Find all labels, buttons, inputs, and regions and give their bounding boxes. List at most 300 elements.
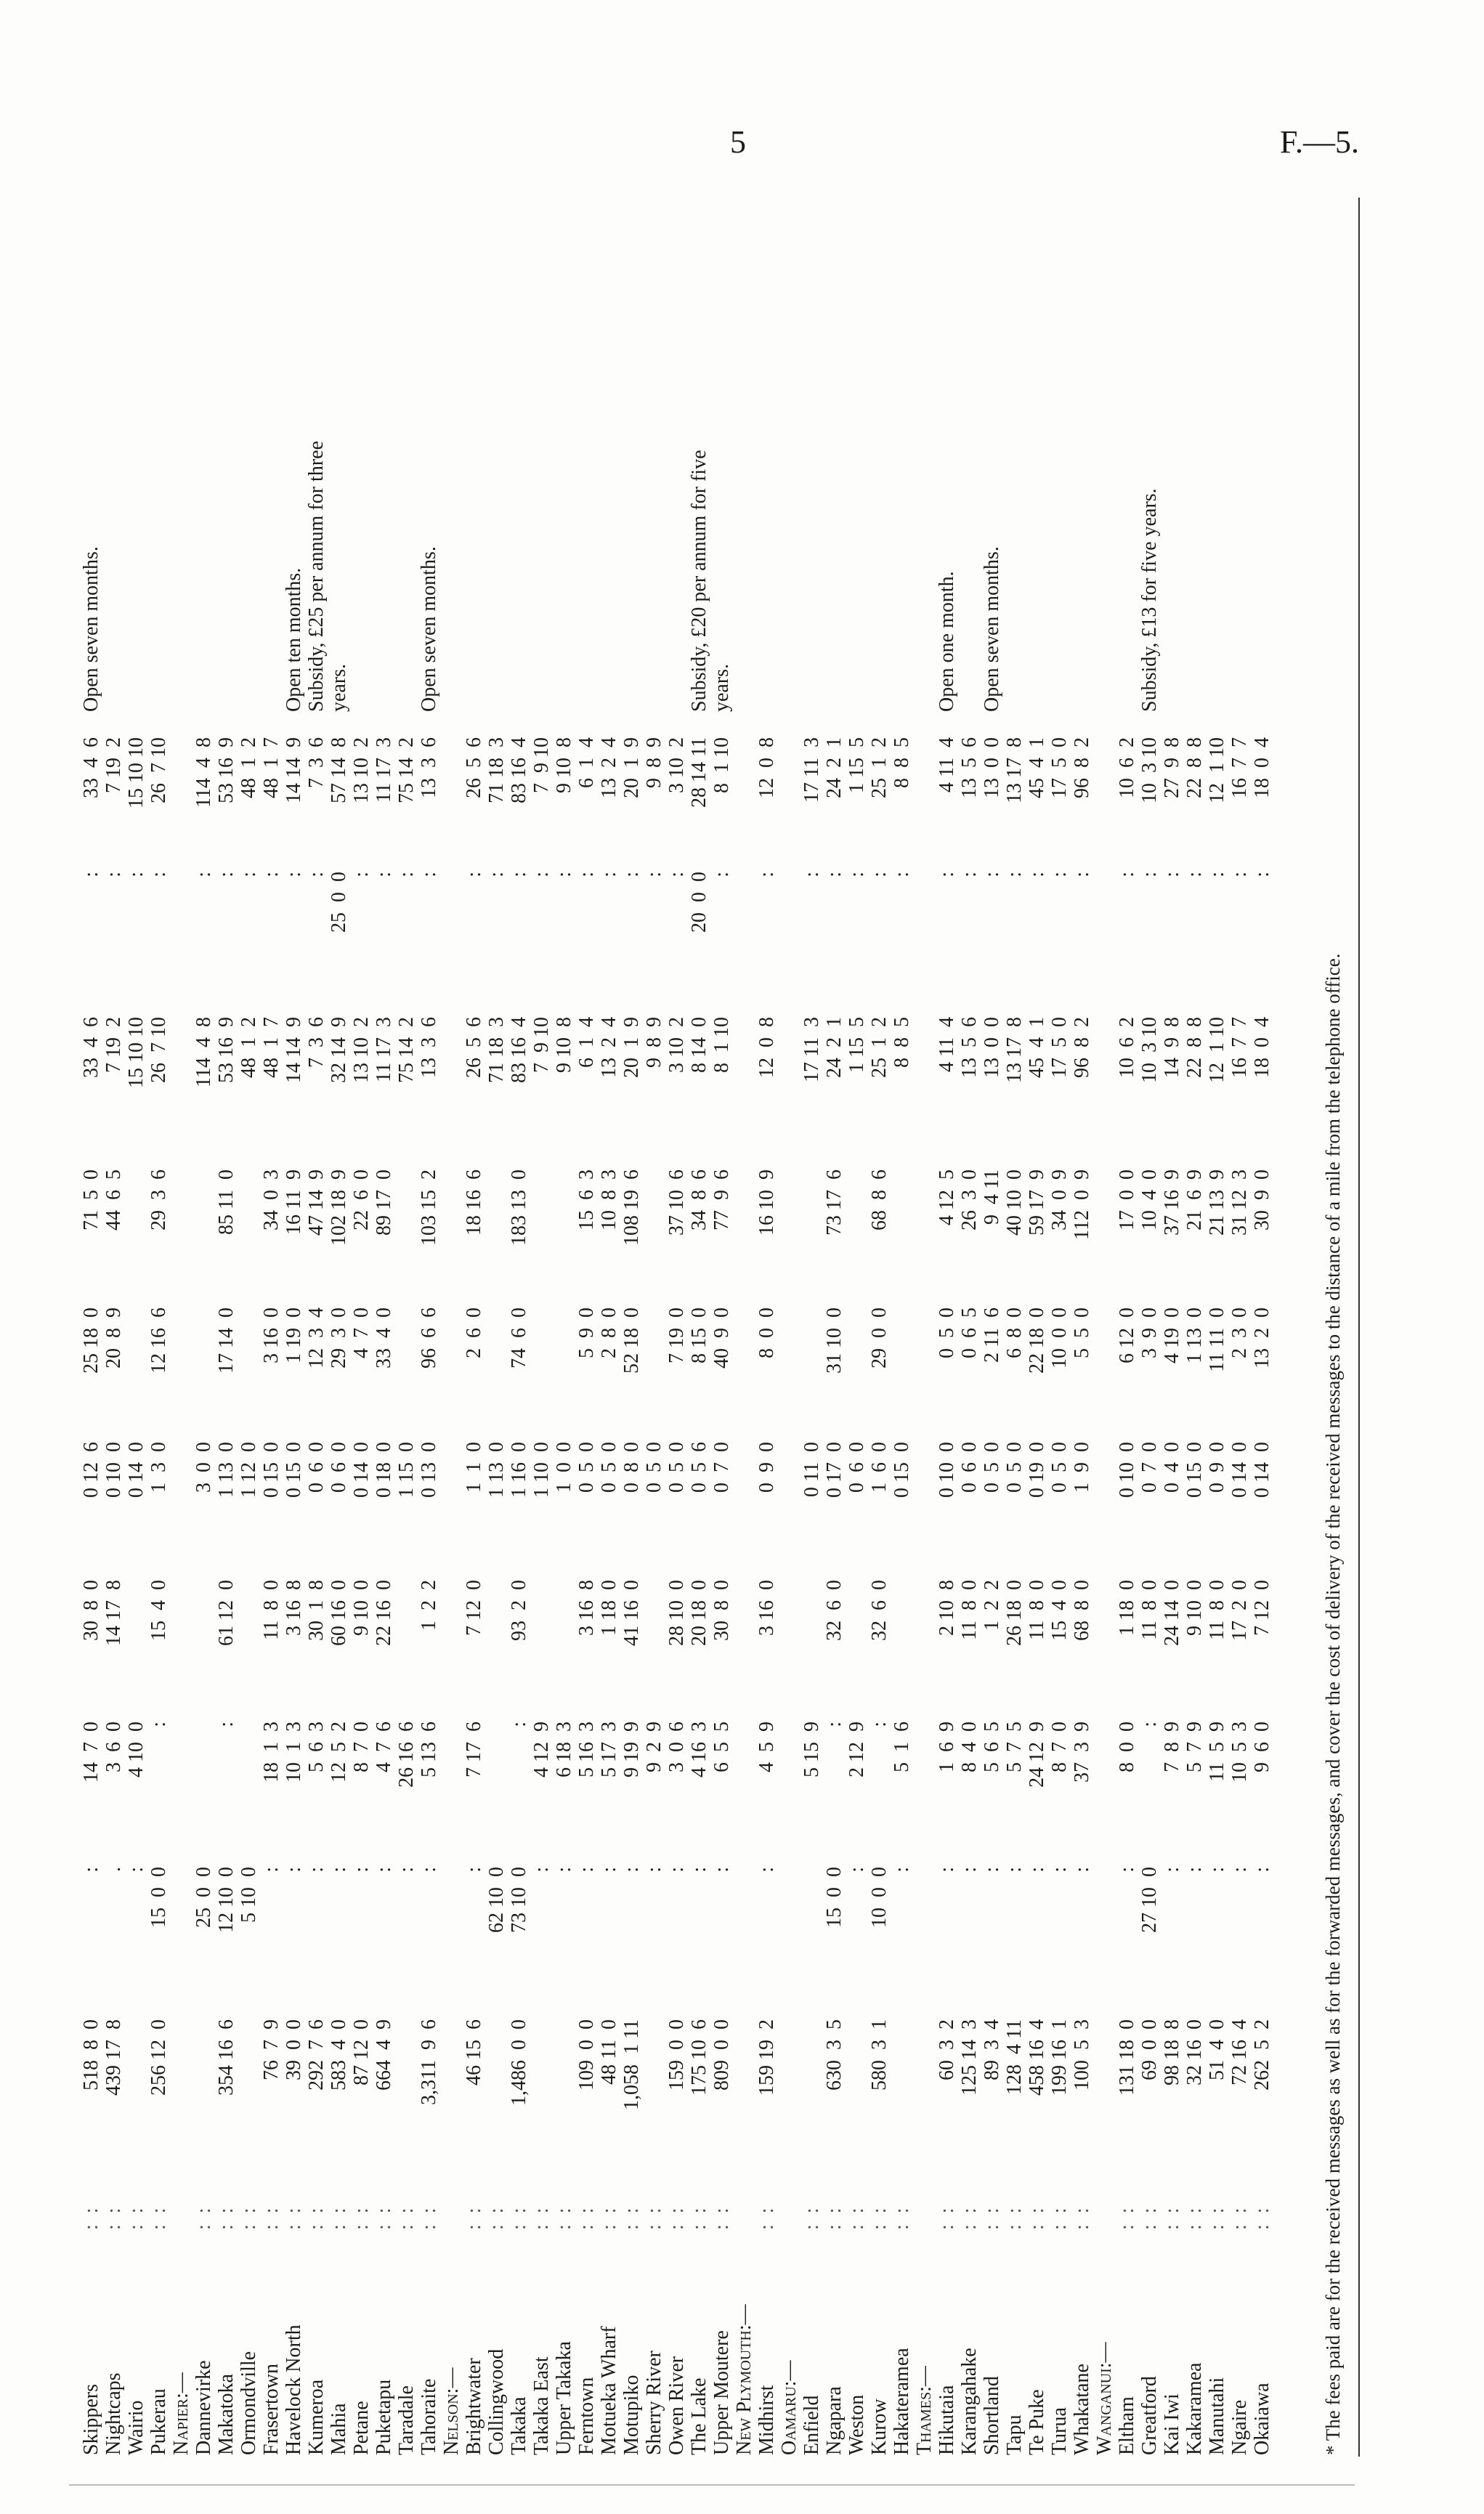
cell-sub: : [598,1867,620,1873]
cell-sub: : [260,1867,283,1873]
remark: Open ten months. [283,567,305,712]
cell-sub: : [643,1867,665,1873]
cell-c3: 8 7 0 [350,1722,373,1772]
cell-c8: 9 8 9 [643,1017,665,1068]
leader-dots: : : [981,2205,1003,2230]
cell-cost: 46 15 6 [463,2019,485,2085]
remark: Open seven months. [418,546,440,712]
cell-sub: : [1116,1867,1138,1873]
cell-c6: 6 12 0 [1116,1307,1138,1363]
station-name: Sherry River [643,2351,665,2455]
cell-c7: 112 0 9 [1071,1169,1093,1240]
cell-c4: 7 12 0 [1251,1580,1273,1636]
remark: Subsidy, £13 for five years. [1138,488,1161,712]
cell-c9: : [643,872,665,877]
cell-c10: 17 11 3 [800,737,823,803]
cell-c5: 1 13 0 [485,1442,508,1498]
cell-c8: 18 0 4 [1251,1017,1273,1078]
cell-c7: 34 0 9 [1048,1169,1071,1230]
table-row [102,203,125,2455]
cell-sub: : [755,1867,778,1873]
cell-cost: 76 7 9 [260,2019,283,2080]
station-name: Greatford [1138,2376,1161,2455]
cell-c6: 17 14 0 [215,1307,238,1374]
cell-c8: 96 8 2 [1071,1017,1093,1078]
region-heading: Napier:— [170,2372,192,2455]
cell-c7: 26 3 0 [958,1169,981,1230]
cell-c8: 9 10 8 [553,1017,575,1073]
cell-c3: 37 3 9 [1071,1722,1093,1783]
cell-c10: 4 11 4 [936,737,958,792]
leader-dots: : : [1048,2205,1071,2230]
cell-c5: 0 4 0 [1161,1442,1183,1493]
leader-dots: : : [1138,2205,1161,2230]
leader-dots: : : [508,2205,530,2230]
cell-c5: 1 3 0 [147,1442,170,1493]
table-row [958,203,981,2455]
cell-c4: 1 18 0 [1116,1580,1138,1636]
cell-c10: 22 8 8 [1183,737,1206,798]
table-row [1071,203,1093,2455]
table-row [800,203,823,2455]
cell-cost: 3,311 9 6 [418,2019,440,2105]
cell-c4: 9 10 0 [350,1580,373,1636]
cell-c6: 12 3 4 [305,1307,328,1368]
leader-dots: : : [328,2205,350,2230]
cell-c4: 20 18 0 [688,1580,710,1646]
cell-c7: 37 10 6 [665,1169,688,1236]
cell-c9: : [1206,872,1228,877]
table-row [891,203,913,2455]
cell-c3: : [215,1722,238,1727]
cell-c7: 37 16 9 [1161,1169,1183,1236]
cell-c9: : [283,872,305,877]
table-row [755,203,778,2455]
leader-dots: : : [598,2205,620,2230]
cell-c3: 9 2 9 [643,1722,665,1772]
cell-cost: 159 0 0 [665,2019,688,2091]
cell-cost: 458 16 4 [1026,2019,1048,2096]
station-name: Motupiko [620,2375,643,2455]
footnote: * The fees paid are for the received messages as well as for the forwarded messages, and cover the cost of delivery of the received messages to the distance of a mile from the telephone office. [1322,953,1344,2455]
cell-c5: 0 19 0 [1026,1442,1048,1498]
cell-sub: : [1251,1867,1273,1873]
cell-sub: . [102,1867,125,1872]
station-name: Manutahi [1206,2377,1228,2455]
cell-c8: 10 6 2 [1116,1017,1138,1078]
cell-c3: 5 6 5 [981,1722,1003,1772]
station-name: Pukerau [147,2388,170,2455]
station-name: Midhirst [755,2385,778,2455]
cell-c10: 13 5 6 [958,737,981,798]
leader-dots: : : [665,2205,688,2230]
cell-cost: 439 17 8 [102,2019,125,2096]
cell-c10: 75 14 2 [395,737,418,803]
cell-sub: : [1161,1867,1183,1873]
cell-c5: 0 5 0 [1003,1442,1026,1493]
cell-c5: 0 17 0 [823,1442,846,1498]
cell-c4: 30 8 0 [80,1580,102,1641]
cell-c9: : [800,872,823,877]
leader-dots: : : [958,2205,981,2230]
cell-c5: 0 7 0 [1138,1442,1161,1493]
leader-dots: : : [373,2205,395,2230]
cell-cost: 51 4 0 [1206,2019,1228,2080]
cell-sub: : [80,1867,102,1873]
cell-c10: 1 15 5 [846,737,868,793]
cell-c5: 0 10 0 [1116,1442,1138,1498]
cell-c10: 7 9 10 [530,737,553,793]
leader-dots: : : [238,2205,260,2230]
cell-c7: 34 8 6 [688,1169,710,1230]
cell-c8: 20 1 9 [620,1017,643,1078]
station-name: Frasertown [260,2364,283,2455]
table-row [688,203,710,2455]
cell-c10: 96 8 2 [1071,737,1093,798]
table-row [1048,203,1071,2455]
cell-c7: 44 6 5 [102,1169,125,1230]
cell-c3: 14 7 0 [80,1722,102,1783]
leader-dots: : : [102,2205,125,2230]
cell-c9: : [395,872,418,877]
cell-c5: 0 14 0 [350,1442,373,1498]
cell-c5: 0 9 0 [1206,1442,1228,1493]
cell-c5: 0 5 0 [643,1442,665,1493]
cell-sub: : [710,1867,733,1873]
leader-dots: : : [147,2205,170,2230]
station-name: Kai Iwi [1161,2393,1183,2455]
cell-c5: 0 11 0 [800,1442,823,1497]
cell-c8: 17 11 3 [800,1017,823,1082]
cell-sub: : [688,1867,710,1873]
cell-c4: 11 8 0 [1138,1580,1161,1640]
cell-c9: : [463,872,485,877]
cell-c8: 8 14 0 [688,1017,710,1073]
cell-c5: 0 15 0 [891,1442,913,1498]
cell-c9: : [553,872,575,877]
cell-c10: 8 1 10 [710,737,733,793]
cell-c5: 0 6 0 [328,1442,350,1493]
cell-c4: 9 10 0 [1183,1580,1206,1636]
cell-c6: 8 0 0 [755,1307,778,1358]
cell-c5: 0 5 0 [981,1442,1003,1493]
cell-c9: : [598,872,620,877]
cell-c3: 4 7 6 [373,1722,395,1772]
cell-c10: 11 17 3 [373,737,395,803]
cell-c8: 26 5 6 [463,1017,485,1078]
cell-c9: : [418,872,440,877]
cell-c8: 32 14 9 [328,1017,350,1083]
station-name: Hakateramea [891,2348,913,2455]
cell-cost: 630 3 5 [823,2019,846,2091]
cell-c10: 48 1 7 [260,737,283,798]
cell-c7: 15 6 3 [575,1169,598,1230]
cell-cost: 69 0 0 [1138,2019,1161,2080]
station-name: Ferntown [575,2377,598,2455]
leader-dots: : : [846,2205,868,2230]
cell-c10: 26 7 10 [147,737,170,803]
cell-c9: : [620,872,643,877]
region-heading: Nelson:— [440,2367,463,2455]
cell-c6: 10 0 0 [1048,1307,1071,1368]
cell-sub: : [373,1867,395,1873]
cell-c4: 60 16 0 [328,1580,350,1646]
leader-dots: : : [530,2205,553,2230]
cell-c8: 83 16 4 [508,1017,530,1083]
cell-c9: : [238,872,260,877]
cell-c5: 0 5 0 [575,1442,598,1493]
cell-sub: 15 0 0 [147,1867,170,1928]
cell-sub: : [395,1867,418,1873]
leader-dots: : : [1003,2205,1026,2230]
station-name: Okaiawa [1251,2383,1273,2455]
leader-dots: : : [1116,2205,1138,2230]
cell-c8: 12 0 8 [755,1017,778,1078]
cell-c7: 4 12 5 [936,1169,958,1225]
cell-c6: 2 8 0 [598,1307,620,1358]
table-row [170,203,192,2455]
cell-c6: 13 2 0 [1251,1307,1273,1368]
station-name: Karangahake [958,2348,981,2455]
station-name: Dannevirke [192,2360,215,2455]
cell-c4: 32 6 0 [868,1580,891,1641]
cell-c9: : [147,872,170,877]
leader-dots: : : [823,2205,846,2230]
leader-dots: : : [1206,2205,1228,2230]
cell-sub: : [936,1867,958,1873]
table-row [1228,203,1251,2455]
cell-sub: : [463,1867,485,1873]
station-name: Kumeroa [305,2379,328,2455]
leader-dots: : : [463,2205,485,2230]
cell-c8: 7 9 10 [530,1017,553,1073]
cell-c8: 16 7 7 [1228,1017,1251,1078]
cell-c5: 1 1 0 [463,1442,485,1493]
table-row [418,203,440,2455]
leader-dots: : : [350,2205,373,2230]
cell-sub: : [1206,1867,1228,1873]
region-heading: Oamaru:— [778,2360,800,2455]
cell-c10: 26 5 6 [463,737,485,798]
cell-c10: 6 1 4 [575,737,598,788]
table-row [1093,203,1116,2455]
cell-sub: 10 0 0 [868,1867,891,1928]
cell-sub: : [1228,1867,1251,1873]
cell-c6: 40 9 0 [710,1307,733,1368]
cell-sub: : [350,1867,373,1873]
cell-c8: 13 5 6 [958,1017,981,1078]
cell-c3: 8 7 0 [1048,1722,1071,1772]
leader-dots: : : [575,2205,598,2230]
cell-c9: : [305,872,328,877]
table-row [778,203,800,2455]
station-name: Kurow [868,2399,891,2455]
cell-c10: 7 19 2 [102,737,125,793]
table-row [981,203,1003,2455]
cell-c9: : [215,872,238,877]
cell-sub: 25 0 0 [192,1867,215,1928]
cell-c10: 3 10 2 [665,737,688,793]
station-name: Weston [846,2394,868,2455]
leader-dots: : : [688,2205,710,2230]
table-row [1251,203,1273,2455]
table-row [238,203,260,2455]
station-name: Puketapu [373,2379,395,2455]
cell-cost: 518 8 0 [80,2019,102,2091]
cell-c4: 26 18 0 [1003,1580,1026,1646]
cell-c6: 4 19 0 [1161,1307,1183,1363]
cell-c4: 17 2 0 [1228,1580,1251,1641]
region-heading: Thames:— [913,2366,936,2455]
cell-sub: : [1048,1867,1071,1873]
station-name: Eltham [1116,2396,1138,2455]
cell-c3: 5 16 3 [575,1722,598,1777]
table-row [260,203,283,2455]
cell-c6: 0 5 0 [936,1307,958,1358]
cell-c5: 0 6 0 [958,1442,981,1493]
cell-c3: 3 6 0 [102,1722,125,1772]
cell-c7: 16 10 9 [755,1169,778,1236]
cell-c3: : [508,1722,530,1727]
station-name: Takaka East [530,2356,553,2455]
table-row [823,203,846,2455]
cell-c9: : [823,872,846,877]
table-row [1183,203,1206,2455]
station-name: Ngaire [1228,2399,1251,2455]
cell-c9: 20 0 0 [688,872,710,933]
cell-c3: 8 4 0 [958,1722,981,1772]
cell-c10: 16 7 7 [1228,737,1251,798]
table-row [485,203,508,2455]
table-row [463,203,485,2455]
cell-c3: 8 0 0 [1116,1722,1138,1772]
table-row [328,203,350,2455]
cell-cost: 262 5 2 [1251,2019,1273,2091]
cell-c8: 14 14 9 [283,1017,305,1083]
cell-sub: : [958,1867,981,1873]
cell-c7: 102 18 9 [328,1169,350,1246]
cell-c6: 4 7 0 [350,1307,373,1358]
cell-c5: 0 10 0 [102,1442,125,1498]
cell-c3: 4 16 3 [688,1722,710,1777]
leader-dots: : : [891,2205,913,2230]
cell-c9: : [981,872,1003,877]
region-heading: New Plymouth:— [733,2304,755,2455]
station-name: Enfield [800,2395,823,2455]
cell-c6: 1 19 0 [283,1307,305,1363]
rotated-table [80,203,1366,2455]
cell-c7: 183 13 0 [508,1169,530,1246]
cell-cost: 175 10 6 [688,2019,710,2096]
cell-c5: 0 8 0 [620,1442,643,1493]
cell-c5: 0 6 0 [305,1442,328,1493]
cell-c5: 1 16 0 [508,1442,530,1498]
cell-c3: 5 15 9 [800,1722,823,1777]
cell-c5: 0 5 0 [1048,1442,1071,1493]
leader-dots: : : [485,2205,508,2230]
table-row [575,203,598,2455]
cell-c7: 21 6 9 [1183,1169,1206,1230]
cell-c10: 10 6 2 [1116,737,1138,798]
cell-c9: : [1138,872,1161,877]
table-row [665,203,688,2455]
cell-c9: : [1251,872,1273,877]
cell-c8: 13 0 0 [981,1017,1003,1078]
cell-c3: 5 1 6 [891,1722,913,1772]
cell-c8: 15 10 10 [125,1017,147,1088]
leader-dots: : : [125,2205,147,2230]
cell-c7: 71 5 0 [80,1169,102,1230]
cell-c4: 3 16 8 [283,1580,305,1636]
cell-c6: 22 18 0 [1026,1307,1048,1374]
cell-c9: : [102,872,125,877]
page-number: 5 [730,124,746,160]
cell-c3: : [1138,1722,1161,1727]
cell-c8: 8 8 5 [891,1017,913,1068]
cell-c8: 6 1 4 [575,1017,598,1068]
cell-c5: 1 15 0 [395,1442,418,1498]
table-row [1026,203,1048,2455]
cell-c4: 7 12 0 [463,1580,485,1636]
station-name: Ngapara [823,2386,846,2455]
table-row [936,203,958,2455]
table-row [395,203,418,2455]
leader-dots: : : [283,2205,305,2230]
cell-c6: 3 16 0 [260,1307,283,1363]
cell-c3: : [823,1722,846,1727]
cell-c3: 5 7 5 [1003,1722,1026,1772]
cell-c10: 13 0 0 [981,737,1003,798]
cell-sub: 27 10 0 [1138,1867,1161,1933]
table-row [710,203,733,2455]
cell-c3: 10 1 3 [283,1722,305,1783]
cell-c7: 47 14 9 [305,1169,328,1236]
cell-c10: 7 3 6 [305,737,328,788]
cell-c3: 5 17 3 [598,1722,620,1777]
cell-cost: 256 12 0 [147,2019,170,2096]
table-row [80,203,102,2455]
cell-c6: 29 3 0 [328,1307,350,1368]
cell-sub: : [553,1867,575,1873]
cell-c8: 11 17 3 [373,1017,395,1082]
cell-sub: : [1183,1867,1206,1873]
cell-c7: 10 8 3 [598,1169,620,1230]
cell-c4: 61 12 0 [215,1580,238,1646]
cell-c9: : [846,872,868,877]
cell-c8: 1 15 5 [846,1017,868,1073]
cell-c4: 32 6 0 [823,1580,846,1641]
cell-c6: 0 6 5 [958,1307,981,1358]
cell-c8: 53 16 9 [215,1017,238,1083]
station-name: Tapu [1003,2414,1026,2455]
cell-c10: 9 10 8 [553,737,575,793]
cell-c9: : [260,872,283,877]
cell-c3: 24 12 9 [1026,1722,1048,1788]
cell-cost: 292 7 6 [305,2019,328,2091]
table-row [215,203,238,2455]
cell-c6: 74 6 0 [508,1307,530,1368]
table-row [1161,203,1183,2455]
cell-c6: 6 8 0 [1003,1307,1026,1358]
leader-dots: : : [1161,2205,1183,2230]
station-name: Taradale [395,2385,418,2455]
cell-c6: 5 9 0 [575,1307,598,1358]
station-name: Mahia [328,2403,350,2455]
cell-c10: 114 4 8 [192,737,215,808]
cell-c4: 93 2 0 [508,1580,530,1641]
cell-sub: : [981,1867,1003,1873]
cell-c4: 11 8 0 [958,1580,981,1640]
